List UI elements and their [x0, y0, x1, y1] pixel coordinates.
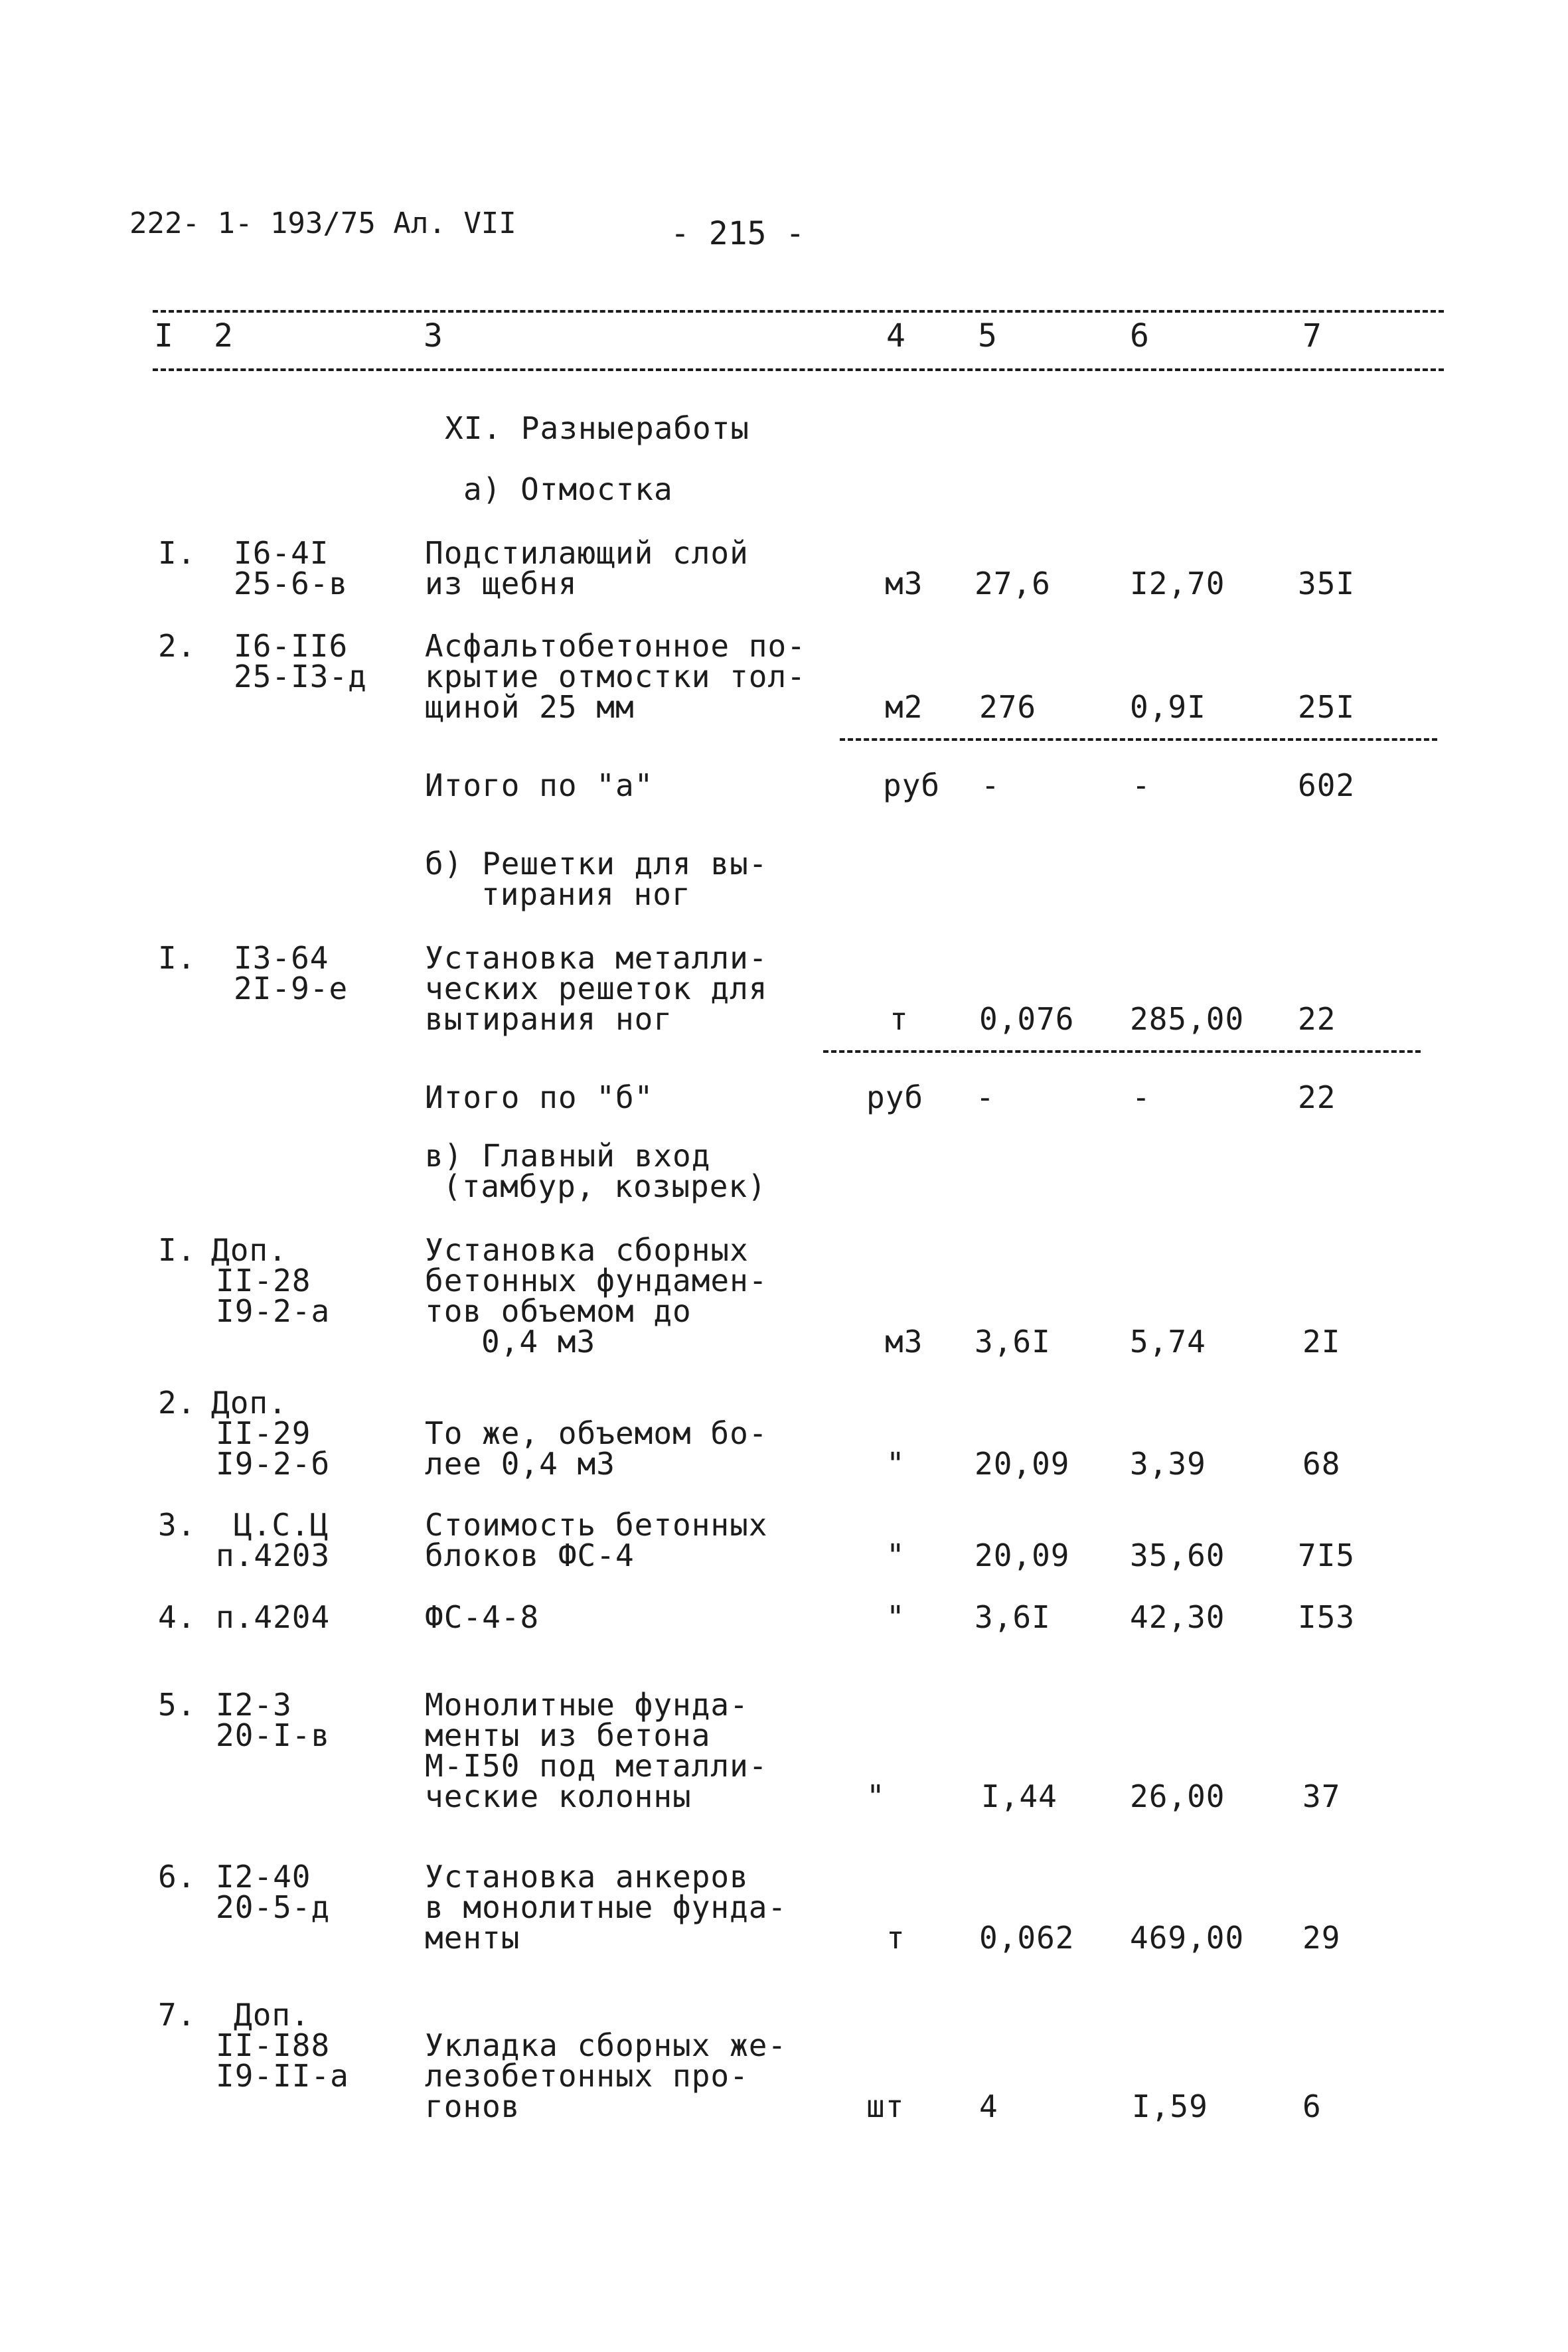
row-number: 7. — [158, 1997, 196, 2033]
row-quantity: 4 — [979, 2088, 998, 2124]
row-unit: " — [886, 1446, 905, 1482]
row-number: I. — [158, 940, 196, 976]
subtotal-b-rule — [823, 1050, 1421, 1053]
column-header-7: 7 — [1302, 317, 1322, 354]
row-total: 35I — [1298, 566, 1356, 601]
row-code: I9-II-а — [216, 2058, 349, 2094]
row-unit: м3 — [885, 1324, 923, 1360]
row-description: Стоимость бетонных — [425, 1507, 768, 1543]
header-bottom-rule — [153, 368, 1444, 371]
row-total: 22 — [1298, 1001, 1336, 1037]
row-code: Доп. — [234, 1997, 310, 2033]
row-code: 20-I-в — [216, 1717, 331, 1753]
row-code: II-29 — [216, 1415, 311, 1451]
row-quantity: 27,6 — [975, 566, 1051, 601]
row-number: 6. — [158, 1859, 196, 1895]
row-code: 2I-9-е — [234, 971, 349, 1006]
row-description: Монолитные фунда- — [425, 1687, 749, 1723]
row-number: I. — [158, 535, 196, 571]
row-quantity: 3,6I — [975, 1324, 1051, 1360]
row-description: бетонных фундамен- — [425, 1263, 768, 1298]
subtotal-total: 602 — [1298, 767, 1356, 803]
row-description: в монолитные фунда- — [425, 1889, 787, 1925]
row-price: 3,39 — [1130, 1446, 1206, 1482]
row-price: 469,00 — [1130, 1920, 1245, 1956]
row-unit: т — [886, 1920, 905, 1956]
row-quantity: 0,076 — [979, 1001, 1075, 1037]
row-number: I. — [158, 1232, 196, 1268]
column-header-1: I — [154, 317, 174, 354]
row-number: 5. — [158, 1687, 196, 1723]
row-code: I2-40 — [216, 1859, 311, 1895]
row-number: 2. — [158, 1385, 196, 1421]
row-description: щиной 25 мм — [425, 689, 635, 725]
row-unit: м2 — [885, 689, 923, 725]
subtotal-label: Итого по "б" — [425, 1079, 654, 1115]
row-description: гонов — [425, 2088, 520, 2124]
row-total: I53 — [1298, 1599, 1356, 1635]
subsection-b-title: тирания ног — [481, 876, 691, 912]
row-code: I9-2-б — [216, 1446, 331, 1482]
row-total: 7I5 — [1298, 1537, 1356, 1573]
document-reference: 222- 1- 193/75 Ал. VII — [129, 206, 516, 240]
row-price: I,59 — [1132, 2088, 1208, 2124]
row-description: Установка анкеров — [425, 1859, 749, 1895]
subtotal-quantity: - — [981, 767, 1000, 803]
row-code: Доп. — [211, 1232, 287, 1268]
row-code: Доп. — [211, 1385, 287, 1421]
subtotal-unit: руб — [883, 767, 941, 803]
subtotal-unit: руб — [866, 1079, 924, 1115]
row-unit: м3 — [885, 566, 923, 601]
column-header-4: 4 — [886, 317, 906, 354]
column-header-3: 3 — [424, 317, 443, 354]
row-code: 20-5-д — [216, 1889, 331, 1925]
row-number: 2. — [158, 628, 196, 664]
row-price: 285,00 — [1130, 1001, 1245, 1037]
row-total: 29 — [1302, 1920, 1341, 1956]
header-top-rule — [153, 310, 1444, 313]
row-total: 6 — [1302, 2088, 1322, 2124]
subtotal-label: Итого по "а" — [425, 767, 654, 803]
row-price: 0,9I — [1130, 689, 1206, 725]
row-unit: т — [890, 1001, 909, 1037]
row-description: менты — [425, 1920, 520, 1956]
row-price: 26,00 — [1130, 1778, 1225, 1814]
subsection-a-title: а) Отмостка — [463, 471, 673, 507]
row-description: ческие колонны — [425, 1778, 692, 1814]
row-description: менты из бетона — [425, 1717, 711, 1753]
subsection-c-title: (тамбур, козырек) — [443, 1168, 767, 1204]
row-code: п.4204 — [216, 1599, 331, 1635]
row-description: М-I50 под металли- — [425, 1748, 768, 1784]
page-number: - 215 - — [670, 215, 805, 252]
row-description: ФС-4-8 — [425, 1599, 540, 1635]
row-description: из щебня — [425, 566, 578, 601]
row-total: 37 — [1302, 1778, 1341, 1814]
row-code: 25-I3-д — [234, 659, 367, 694]
row-code: I6-II6 — [234, 628, 349, 664]
row-code: Ц.С.Ц — [234, 1507, 329, 1543]
row-total: 68 — [1302, 1446, 1341, 1482]
subtotal-quantity: - — [976, 1079, 995, 1115]
column-header-2: 2 — [214, 317, 234, 354]
row-code: I2-3 — [216, 1687, 292, 1723]
row-price: 35,60 — [1130, 1537, 1225, 1573]
row-description: лезобетонных про- — [425, 2058, 749, 2094]
row-quantity: I,44 — [981, 1778, 1058, 1814]
row-code: II-28 — [216, 1263, 311, 1298]
row-description: То же, объемом бо- — [425, 1415, 768, 1451]
row-total: 25I — [1298, 689, 1356, 725]
row-code: I3-64 — [234, 940, 329, 976]
row-description: крытие отмостки тол- — [425, 659, 806, 694]
row-description: Установка сборных — [425, 1232, 749, 1268]
row-description: Подстилающий слой — [425, 535, 749, 571]
row-number: 3. — [158, 1507, 196, 1543]
row-unit: " — [886, 1599, 905, 1635]
row-description: Установка металли- — [425, 940, 768, 976]
row-code: I9-2-а — [216, 1293, 331, 1329]
subtotal-a-rule — [840, 738, 1437, 741]
row-unit: " — [866, 1778, 886, 1814]
column-header-5: 5 — [978, 317, 998, 354]
row-quantity: 20,09 — [975, 1446, 1070, 1482]
row-code: п.4203 — [216, 1537, 331, 1573]
row-code: I6-4I — [234, 535, 329, 571]
row-total: 2I — [1302, 1324, 1341, 1360]
row-description: Укладка сборных же- — [425, 2027, 787, 2063]
row-description: Асфальтобетонное по- — [425, 628, 806, 664]
row-code: 25-6-в — [234, 566, 349, 601]
row-price: 42,30 — [1130, 1599, 1225, 1635]
subtotal-price: - — [1132, 767, 1151, 803]
row-description: тов объемом до — [425, 1293, 692, 1329]
row-description: 0,4 м3 — [481, 1324, 596, 1360]
row-quantity: 20,09 — [975, 1537, 1070, 1573]
row-description: лее 0,4 м3 — [425, 1446, 615, 1482]
row-description: ческих решеток для — [425, 971, 768, 1006]
row-quantity: 276 — [979, 689, 1037, 725]
column-header-6: 6 — [1130, 317, 1150, 354]
subtotal-total: 22 — [1298, 1079, 1336, 1115]
row-number: 4. — [158, 1599, 196, 1635]
subtotal-price: - — [1132, 1079, 1151, 1115]
subsection-c-title: в) Главный вход — [425, 1138, 711, 1174]
row-unit: " — [886, 1537, 905, 1573]
row-price: I2,70 — [1130, 566, 1225, 601]
row-description: вытирания ног — [425, 1001, 673, 1037]
row-code: II-I88 — [216, 2027, 331, 2063]
row-price: 5,74 — [1130, 1324, 1206, 1360]
section-title: XI. Разныеработы — [445, 410, 750, 446]
row-quantity: 0,062 — [979, 1920, 1075, 1956]
row-quantity: 3,6I — [975, 1599, 1051, 1635]
row-unit: шт — [866, 2088, 905, 2124]
subsection-b-title: б) Решетки для вы- — [425, 846, 768, 882]
row-description: блоков ФС-4 — [425, 1537, 635, 1573]
